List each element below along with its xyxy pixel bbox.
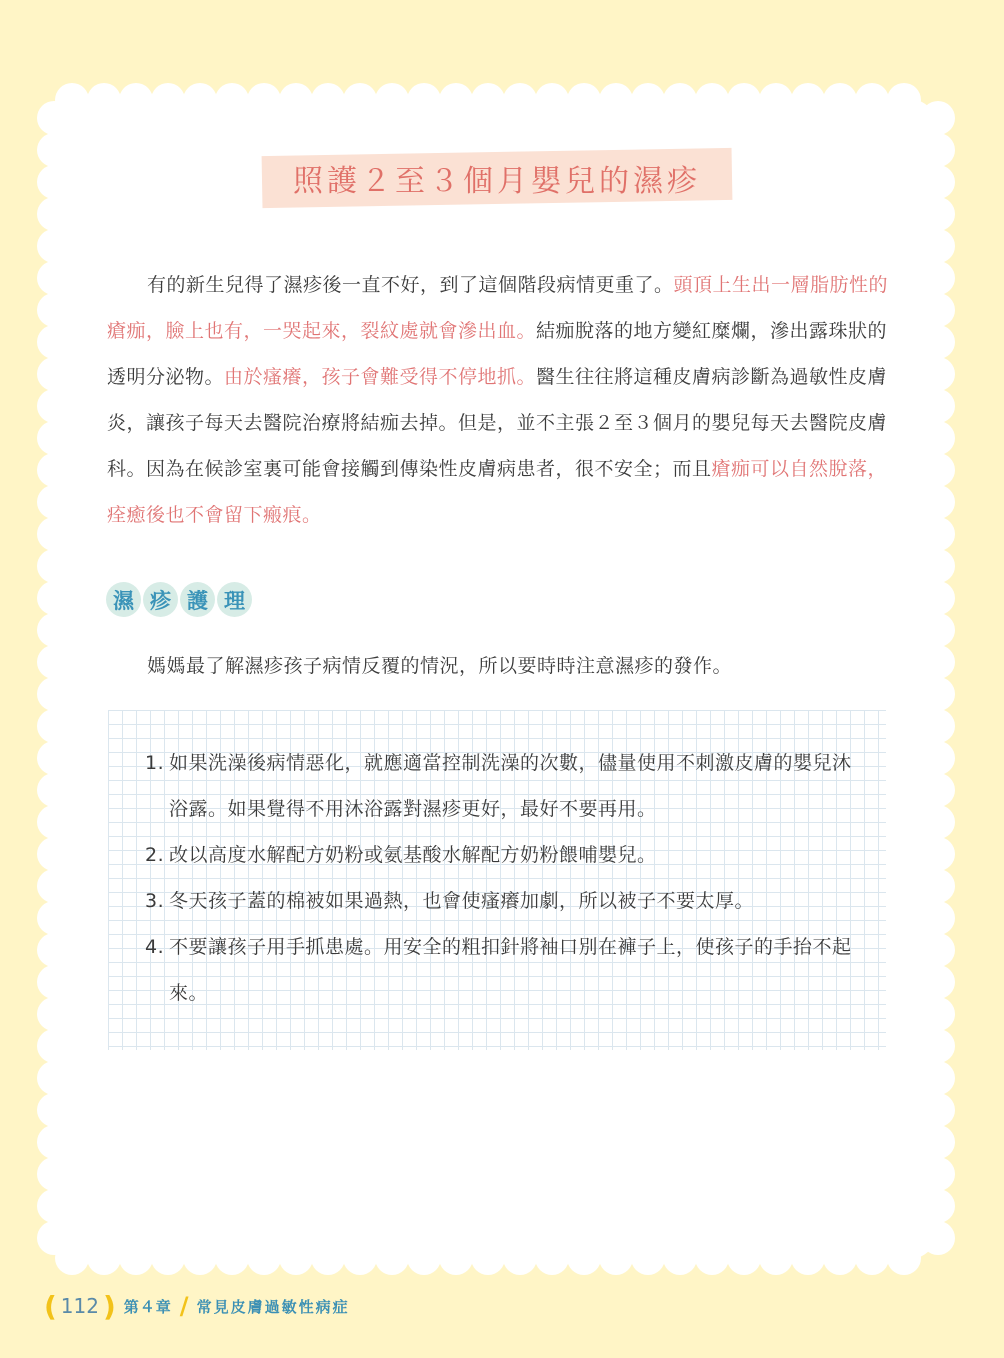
list-text: 如果洗澡後病情惡化，就應適當控制洗澡的次數，儘量使用不刺激皮膚的嬰兒沐浴露。如果覺得不用沐浴露對濕疹更好，最好不要再用。	[169, 752, 852, 820]
list-number: 4.	[145, 936, 165, 958]
page-number: 112	[60, 1294, 99, 1318]
page-number-bracket-close: )	[102, 1289, 116, 1323]
page-footer	[44, 1290, 350, 1322]
list-item	[145, 924, 865, 1016]
list-item	[145, 740, 865, 832]
highlighted-sentence: 頭頂上生出一層脂肪性的瘡痂，臉上也有，一哭起來，裂紋處就會滲出血。	[107, 274, 889, 342]
section-heading-char: 濕	[106, 582, 141, 617]
section-intro: 媽媽最了解濕疹孩子病情反覆的情況，所以要時時注意濕疹的發作。	[147, 655, 733, 677]
list-item	[145, 878, 865, 924]
list-number: 1.	[145, 752, 165, 774]
paragraph-sentence: 結痂脫落的地方變紅糜爛，滲出露珠狀的透明分泌物。	[107, 320, 888, 388]
chapter-title: 常見皮膚過敏性病症	[196, 1297, 350, 1316]
section-heading	[106, 582, 252, 618]
section-heading-char: 護	[180, 582, 215, 617]
chapter-label: 第４章	[123, 1297, 172, 1316]
chapter-divider: /	[179, 1292, 189, 1320]
care-tips-list	[145, 740, 865, 1016]
list-text: 不要讓孩子用手抓患處。用安全的粗扣針將袖口別在褲子上，使孩子的手抬不起來。	[169, 936, 852, 1004]
list-item	[145, 832, 865, 878]
section-heading-char: 理	[217, 582, 252, 617]
list-text: 改以高度水解配方奶粉或氨基酸水解配方奶粉餵哺嬰兒。	[169, 844, 657, 866]
page-number-bracket-open: (	[44, 1289, 57, 1323]
paragraph-sentence: 有的新生兒得了濕疹後一直不好，到了這個階段病情更重了。	[147, 274, 674, 296]
highlighted-sentence: 由於瘙癢，孩子會難受得不停地抓。	[224, 366, 537, 388]
list-text: 冬天孩子蓋的棉被如果過熱，也會使瘙癢加劇，所以被子不要太厚。	[169, 890, 755, 912]
paragraph-sentence: 醫生往往將這種皮膚病診斷為過敏性皮膚炎，讓孩子每天去醫院治療將結痂去掉。但是，並不主張２至３個月的嬰兒每天去醫院皮膚科。因為在候診室裏可能會接觸到傳染性皮膚病患者，很不安全；而且	[107, 366, 888, 480]
section-heading-char: 疹	[143, 582, 178, 617]
body-paragraph	[107, 262, 889, 538]
title-banner	[262, 152, 732, 204]
page-title: 照護２至３個月嬰兒的濕疹	[293, 164, 701, 199]
list-number: 2.	[145, 844, 165, 866]
list-number: 3.	[145, 890, 165, 912]
highlighted-sentence: 瘡痂可以自然脫落，痊癒後也不會留下瘢痕。	[107, 458, 888, 526]
